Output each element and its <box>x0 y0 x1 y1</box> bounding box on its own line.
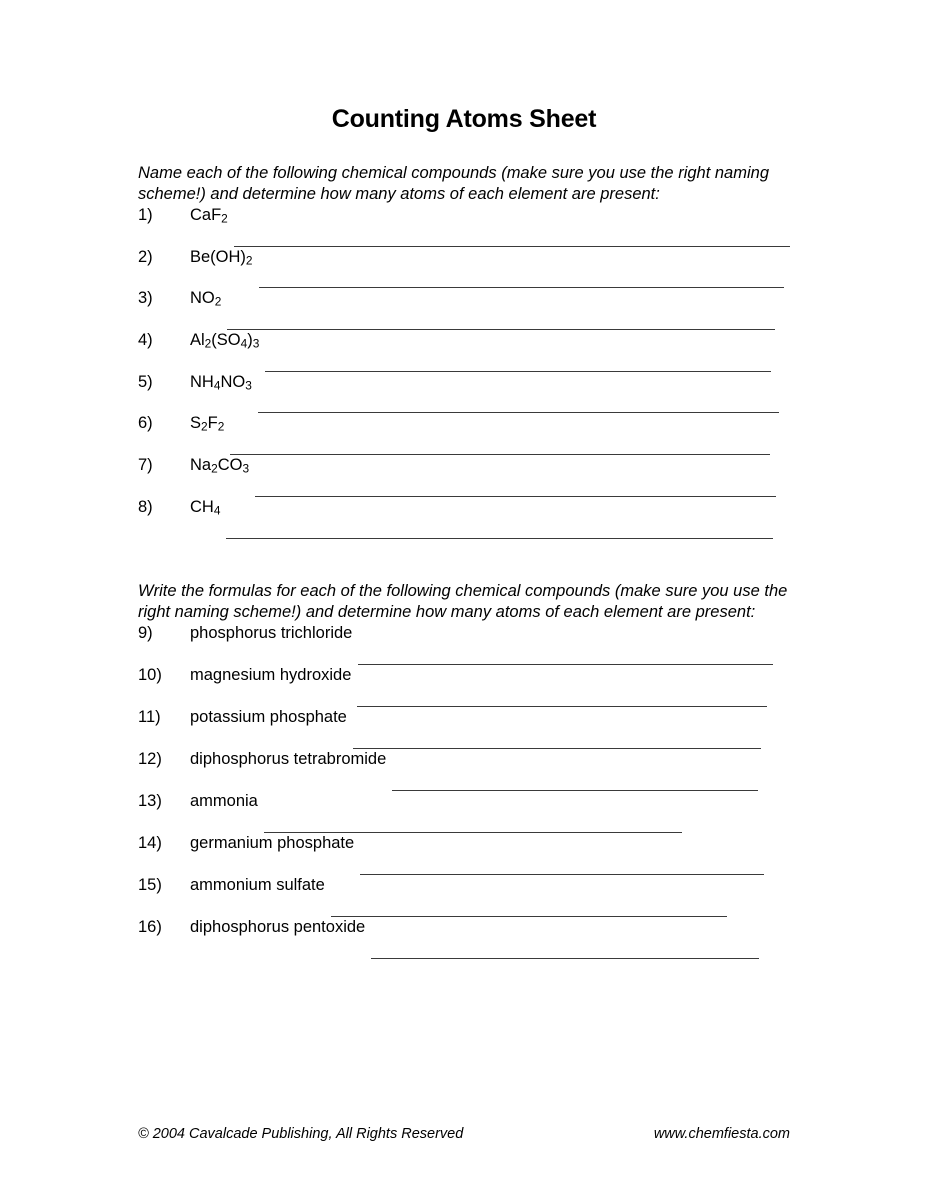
worksheet-row <box>138 331 790 373</box>
answer-blank-line[interactable] <box>234 231 790 247</box>
worksheet-row <box>138 666 790 708</box>
answer-blank-line[interactable] <box>265 356 771 372</box>
chemical-formula: $NO_2$ <box>190 289 222 310</box>
worksheet-content <box>138 0 790 960</box>
chemical-formula: $NH_4NO_3$ <box>190 372 252 393</box>
chemical-formula: CaF$_2$ <box>190 206 228 226</box>
row-number: 15) <box>138 876 162 895</box>
row-number: 10) <box>138 666 162 685</box>
worksheet-row <box>138 792 790 834</box>
section-one-instructions: Name each of the following chemical compounds (make sure you use the right naming scheme!) and determine how many atoms of each element are present: <box>138 163 769 204</box>
row-number: 3) <box>138 289 153 308</box>
answer-blank-line[interactable] <box>371 943 759 959</box>
row-number: 7) <box>138 456 153 475</box>
compound-name: germanium phosphate <box>190 834 355 853</box>
worksheet-row <box>138 750 790 792</box>
answer-blank-line[interactable] <box>259 273 784 289</box>
worksheet-row <box>138 918 790 960</box>
chemical-formula: $Be(OH)_2$ <box>190 247 253 268</box>
answer-blank-line[interactable] <box>227 314 775 330</box>
answer-blank-line[interactable] <box>358 649 773 665</box>
worksheet-row <box>138 708 790 750</box>
answer-blank-line[interactable] <box>360 859 764 875</box>
compound-name: magnesium hydroxide <box>190 666 352 685</box>
section-divider-space <box>138 540 790 581</box>
chemical-formula: $CH_4$ <box>190 497 221 518</box>
row-number: 4) <box>138 331 153 350</box>
answer-blank-line[interactable] <box>392 775 758 791</box>
compound-name: diphosphorus tetrabromide <box>190 750 387 769</box>
page-title: Counting Atoms Sheet <box>331 105 597 133</box>
row-number: 14) <box>138 834 162 853</box>
worksheet-row <box>138 624 790 666</box>
chemical-formula: $Al_2(SO_4)_3$ <box>190 331 260 351</box>
footer-website: www.chemfiesta.com <box>653 1126 790 1142</box>
answer-blank-line[interactable] <box>230 439 770 455</box>
worksheet-row <box>138 206 790 248</box>
section-two-list <box>138 624 790 960</box>
section-one-list <box>138 206 790 540</box>
answer-blank-line[interactable] <box>331 901 727 917</box>
compound-name: phosphorus trichloride <box>190 624 353 643</box>
compound-name: ammonium sulfate <box>190 876 325 895</box>
row-number: 8) <box>138 497 153 516</box>
row-number: 1) <box>138 206 153 225</box>
answer-blank-line[interactable] <box>255 481 776 497</box>
answer-blank-line[interactable] <box>226 523 773 539</box>
answer-blank-line[interactable] <box>353 733 761 749</box>
compound-name: potassium phosphate <box>190 708 347 727</box>
chemical-formula: $S_2F_2$ <box>190 414 225 435</box>
worksheet-row <box>138 876 790 918</box>
worksheet-row <box>138 289 790 331</box>
row-number: 6) <box>138 414 153 433</box>
compound-name: ammonia <box>190 792 258 811</box>
row-number: 9) <box>138 624 153 643</box>
chemical-formula: $Na_2CO_3$ <box>190 456 250 476</box>
compound-name: diphosphorus pentoxide <box>190 918 366 937</box>
footer-copyright: © 2004 Cavalcade Publishing, All Rights Reserved <box>138 1126 464 1142</box>
row-number: 16) <box>138 918 162 937</box>
worksheet-row <box>138 498 790 540</box>
worksheet-row <box>138 248 790 290</box>
worksheet-row <box>138 373 790 415</box>
row-number: 5) <box>138 372 153 391</box>
section-two-instructions: Write the formulas for each of the following chemical compounds (make sure you use the right naming scheme!) and determine how many atoms of each element are present: <box>138 581 788 622</box>
row-number: 11) <box>138 708 161 727</box>
page-footer <box>138 1126 790 1142</box>
worksheet-row <box>138 456 790 498</box>
answer-blank-line[interactable] <box>264 817 682 833</box>
worksheet-row <box>138 414 790 456</box>
answer-blank-line[interactable] <box>258 398 779 414</box>
row-number: 2) <box>138 247 153 266</box>
worksheet-row <box>138 834 790 876</box>
answer-blank-line[interactable] <box>357 691 767 707</box>
row-number: 12) <box>138 750 162 769</box>
row-number: 13) <box>138 792 162 811</box>
